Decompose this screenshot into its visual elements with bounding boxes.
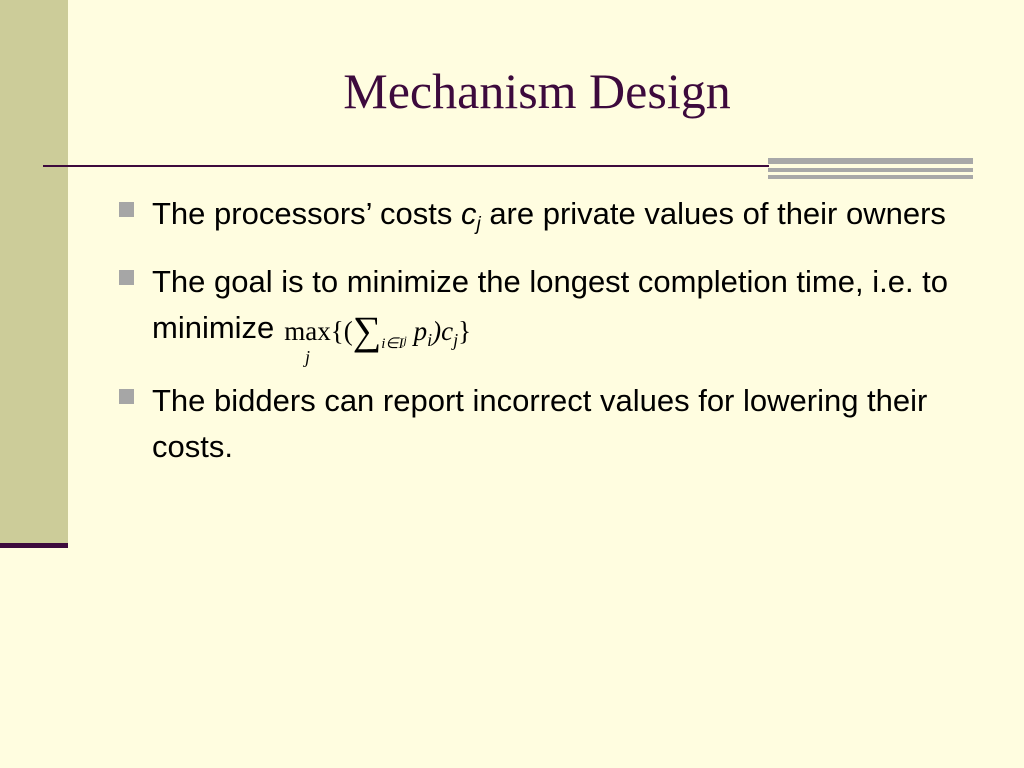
bullet-item	[116, 191, 996, 248]
formula-close-c: )c	[432, 316, 454, 346]
title-rule-accent	[768, 158, 973, 179]
formula-p-subscript: i	[427, 330, 433, 350]
bullet-text: The goal is to minimize the longest completion time, i.e. to minimize	[152, 264, 949, 345]
formula-max: max j	[284, 308, 331, 354]
sum-subscript: i∈I	[381, 336, 404, 352]
left-band-underline	[0, 543, 68, 548]
formula-end: }	[458, 316, 472, 346]
square-bullet-icon	[119, 389, 134, 404]
square-bullet-icon	[119, 202, 134, 217]
formula-open: {(	[330, 316, 353, 346]
cost-variable: c	[460, 196, 477, 231]
formula-max-subscript: j	[305, 347, 311, 367]
bullet-text: The bidders can report incorrect values for lowering their costs.	[152, 383, 928, 464]
title-rule	[43, 165, 769, 167]
bullet-text: are private values of their owners	[480, 196, 946, 231]
formula-p: p	[413, 316, 428, 346]
slide-title: Mechanism Design	[343, 63, 731, 119]
cost-variable-subscript: j	[476, 214, 481, 235]
bullet-item	[116, 259, 996, 367]
accent-bar-top	[768, 158, 973, 164]
bullet-text: The processors’ costs	[152, 196, 461, 231]
square-bullet-icon	[119, 270, 134, 285]
sum-sign: ∑	[352, 308, 382, 353]
accent-bar-middle	[768, 168, 973, 172]
accent-bar-bottom	[768, 175, 973, 179]
left-decorative-band	[0, 0, 68, 544]
formula-c-subscript: j	[453, 330, 459, 350]
sum-subscript-j: j	[403, 333, 407, 347]
bullet-list	[116, 191, 996, 481]
bullet-item	[116, 378, 996, 470]
minimize-formula	[284, 308, 471, 367]
